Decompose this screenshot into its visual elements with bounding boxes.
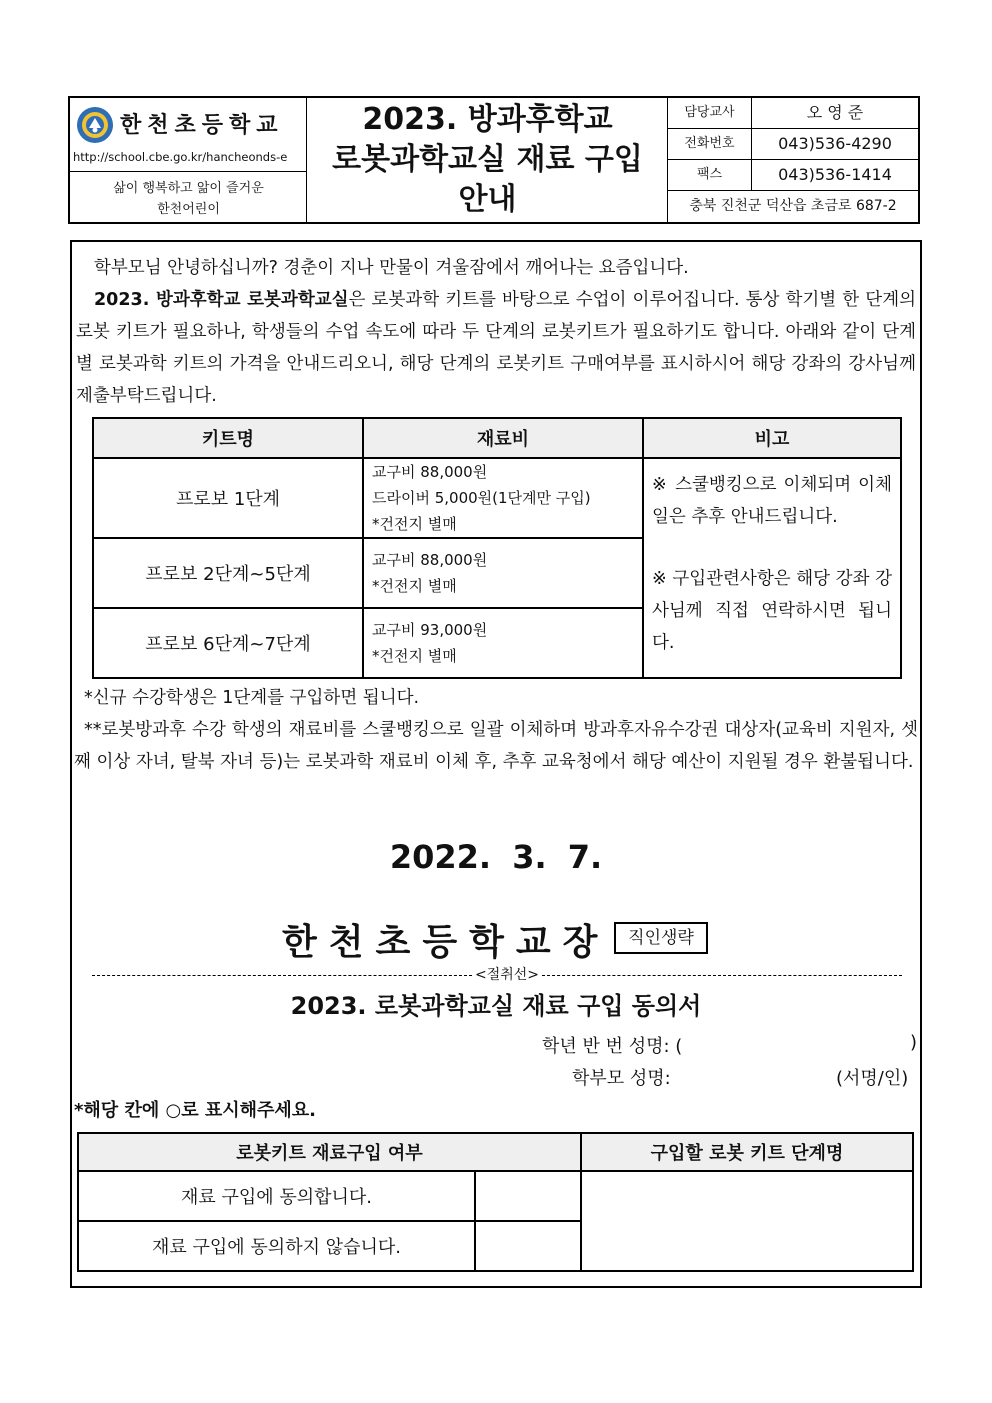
kit-name-cell: 프로보 2단계~5단계 bbox=[93, 538, 363, 608]
intro-bold: 2023. 방과후학교 로봇과학교실 bbox=[94, 290, 349, 310]
option-agree-mark-box[interactable] bbox=[475, 1171, 581, 1221]
note-spacer bbox=[652, 533, 892, 563]
consent-form-title: 2023. 로봇과학교실 재료 구입 동의서 bbox=[290, 992, 702, 1020]
header-kit-level: 구입할 로봇 키트 단계명 bbox=[581, 1133, 913, 1171]
kit-level-input-cell[interactable] bbox=[581, 1171, 913, 1271]
document-title bbox=[307, 100, 668, 220]
header-note: 비고 bbox=[643, 418, 901, 458]
header-purchase-choice: 로봇키트 재료구입 여부 bbox=[78, 1133, 581, 1171]
header-fee: 재료비 bbox=[363, 418, 643, 458]
document-header bbox=[68, 96, 920, 224]
info-value: 오 영 준 bbox=[806, 103, 864, 122]
school-info-block bbox=[70, 98, 307, 222]
cut-line-dash-left bbox=[92, 975, 472, 976]
school-emblem-icon bbox=[76, 106, 114, 144]
note-line: ※ 스쿨뱅킹으로 이체되며 이체일은 추후 안내드립니다. bbox=[652, 475, 892, 527]
intro-text bbox=[72, 284, 920, 412]
table-row bbox=[93, 458, 901, 538]
info-label: 팩스 bbox=[668, 160, 752, 190]
school-logo-row bbox=[70, 98, 307, 172]
kit-fee-cell bbox=[363, 608, 643, 678]
info-value: 043)536-1414 bbox=[778, 165, 892, 184]
title-block bbox=[307, 98, 668, 222]
footnote-refund: **로봇방과후 수강 학생의 재료비를 스쿨뱅킹으로 일괄 이체하며 방과후자유수강권 대상자(교육비 지원자, 셋째 이상 자녀, 탈북 자녀 등)는 로봇과학 재료비 이체 후, 추후 교육청에서 해당 예산이 지원될 경우 환불됩니다. bbox=[74, 720, 918, 772]
school-motto bbox=[70, 178, 307, 220]
student-sign-line[interactable]: 학년 반 번 성명: ( bbox=[542, 1036, 683, 1057]
document-body bbox=[70, 240, 922, 1288]
cut-line bbox=[92, 965, 902, 985]
parent-sign-line[interactable]: 학부모 성명: bbox=[572, 1068, 671, 1089]
title-line: 로봇과학교실 재료 구입 bbox=[332, 142, 643, 177]
fee-line: *건전지 별매 bbox=[372, 577, 457, 595]
consent-table bbox=[77, 1132, 914, 1272]
option-disagree-mark-box[interactable] bbox=[475, 1221, 581, 1271]
fee-line: *건전지 별매 bbox=[372, 647, 457, 665]
principal-name: 한천초등학교장 bbox=[282, 922, 610, 963]
cut-line-label: <절취선> bbox=[472, 965, 542, 985]
mark-instruction: *해당 칸에 ○로 표시해주세요. bbox=[74, 1100, 317, 1121]
fee-line: 교구비 88,000원 bbox=[372, 463, 488, 481]
option-disagree-label: 재료 구입에 동의하지 않습니다. bbox=[78, 1221, 475, 1271]
fee-line: 드라이버 5,000원(1단계만 구입) bbox=[372, 489, 591, 507]
parent-sign-seal-label: (서명/인) bbox=[836, 1068, 909, 1089]
school-name: 한천초등학교 bbox=[120, 113, 284, 138]
info-label: 담당교사 bbox=[668, 98, 752, 128]
footnotes bbox=[72, 682, 920, 778]
kit-fee-cell bbox=[363, 458, 643, 538]
info-row-teacher bbox=[668, 98, 918, 129]
header-kit-name: 키트명 bbox=[93, 418, 363, 458]
seal-omitted-stamp: 직인생략 bbox=[614, 922, 708, 954]
greeting-text: 학부모님 안녕하십니까? 경춘이 지나 만물이 겨울잠에서 깨어나는 요즘입니다. bbox=[94, 258, 689, 278]
option-agree-label: 재료 구입에 동의합니다. bbox=[78, 1171, 475, 1221]
title-line: 2023. 방과후학교 bbox=[362, 102, 613, 137]
info-row-fax bbox=[668, 160, 918, 191]
fee-line: 교구비 93,000원 bbox=[372, 621, 488, 639]
school-url: http://school.cbe.go.kr/hancheonds-e bbox=[73, 150, 288, 164]
title-line: 안내 bbox=[458, 182, 517, 217]
kit-name-cell: 프로보 6단계~7단계 bbox=[93, 608, 363, 678]
info-value: 043)536-4290 bbox=[778, 134, 892, 153]
document-date: 2022. 3. 7. bbox=[389, 838, 603, 876]
intro-paragraph bbox=[72, 252, 920, 412]
info-row-phone bbox=[668, 129, 918, 160]
kit-name-cell: 프로보 1단계 bbox=[93, 458, 363, 538]
kit-price-table bbox=[92, 417, 902, 679]
motto-line: 한천어린이 bbox=[157, 202, 220, 217]
kit-fee-cell bbox=[363, 538, 643, 608]
intro-rest: 은 로봇과학 키트를 바탕으로 수업이 이루어집니다. 통상 학기별 한 단계의 로봇 키트가 필요하나, 학생들의 수업 속도에 따라 두 단계의 로봇키트가 필요하기도 합니다. 아래와 같이 단계별 로봇과학 키트의 가격을 안내드리오니, 해당 단계의 로봇키트 구매여부를 표시하시어 해당 강좌의 강사님께 제출부탁드립니다. bbox=[76, 290, 917, 406]
note-line: ※ 구입관련사항은 해당 강좌 강사님께 직접 연락하시면 됩니다. bbox=[652, 569, 892, 653]
motto-line: 삶이 행복하고 앎이 즐거운 bbox=[113, 181, 264, 196]
school-address: 충북 진천군 덕산읍 초금로 687-2 bbox=[689, 198, 897, 214]
info-label: 전화번호 bbox=[668, 129, 752, 159]
consent-row-agree bbox=[78, 1171, 913, 1221]
cut-line-dash-right bbox=[542, 975, 902, 976]
fee-line: *건전지 별매 bbox=[372, 515, 457, 533]
contact-block bbox=[668, 98, 918, 222]
consent-header-row bbox=[78, 1133, 913, 1171]
table-header-row bbox=[93, 418, 901, 458]
footnote-new-student: *신규 수강학생은 1단계를 구입하면 됩니다. bbox=[84, 688, 420, 708]
fee-line: 교구비 88,000원 bbox=[372, 551, 488, 569]
student-sign-close: ) bbox=[910, 1032, 918, 1053]
kit-note-cell bbox=[643, 458, 901, 678]
